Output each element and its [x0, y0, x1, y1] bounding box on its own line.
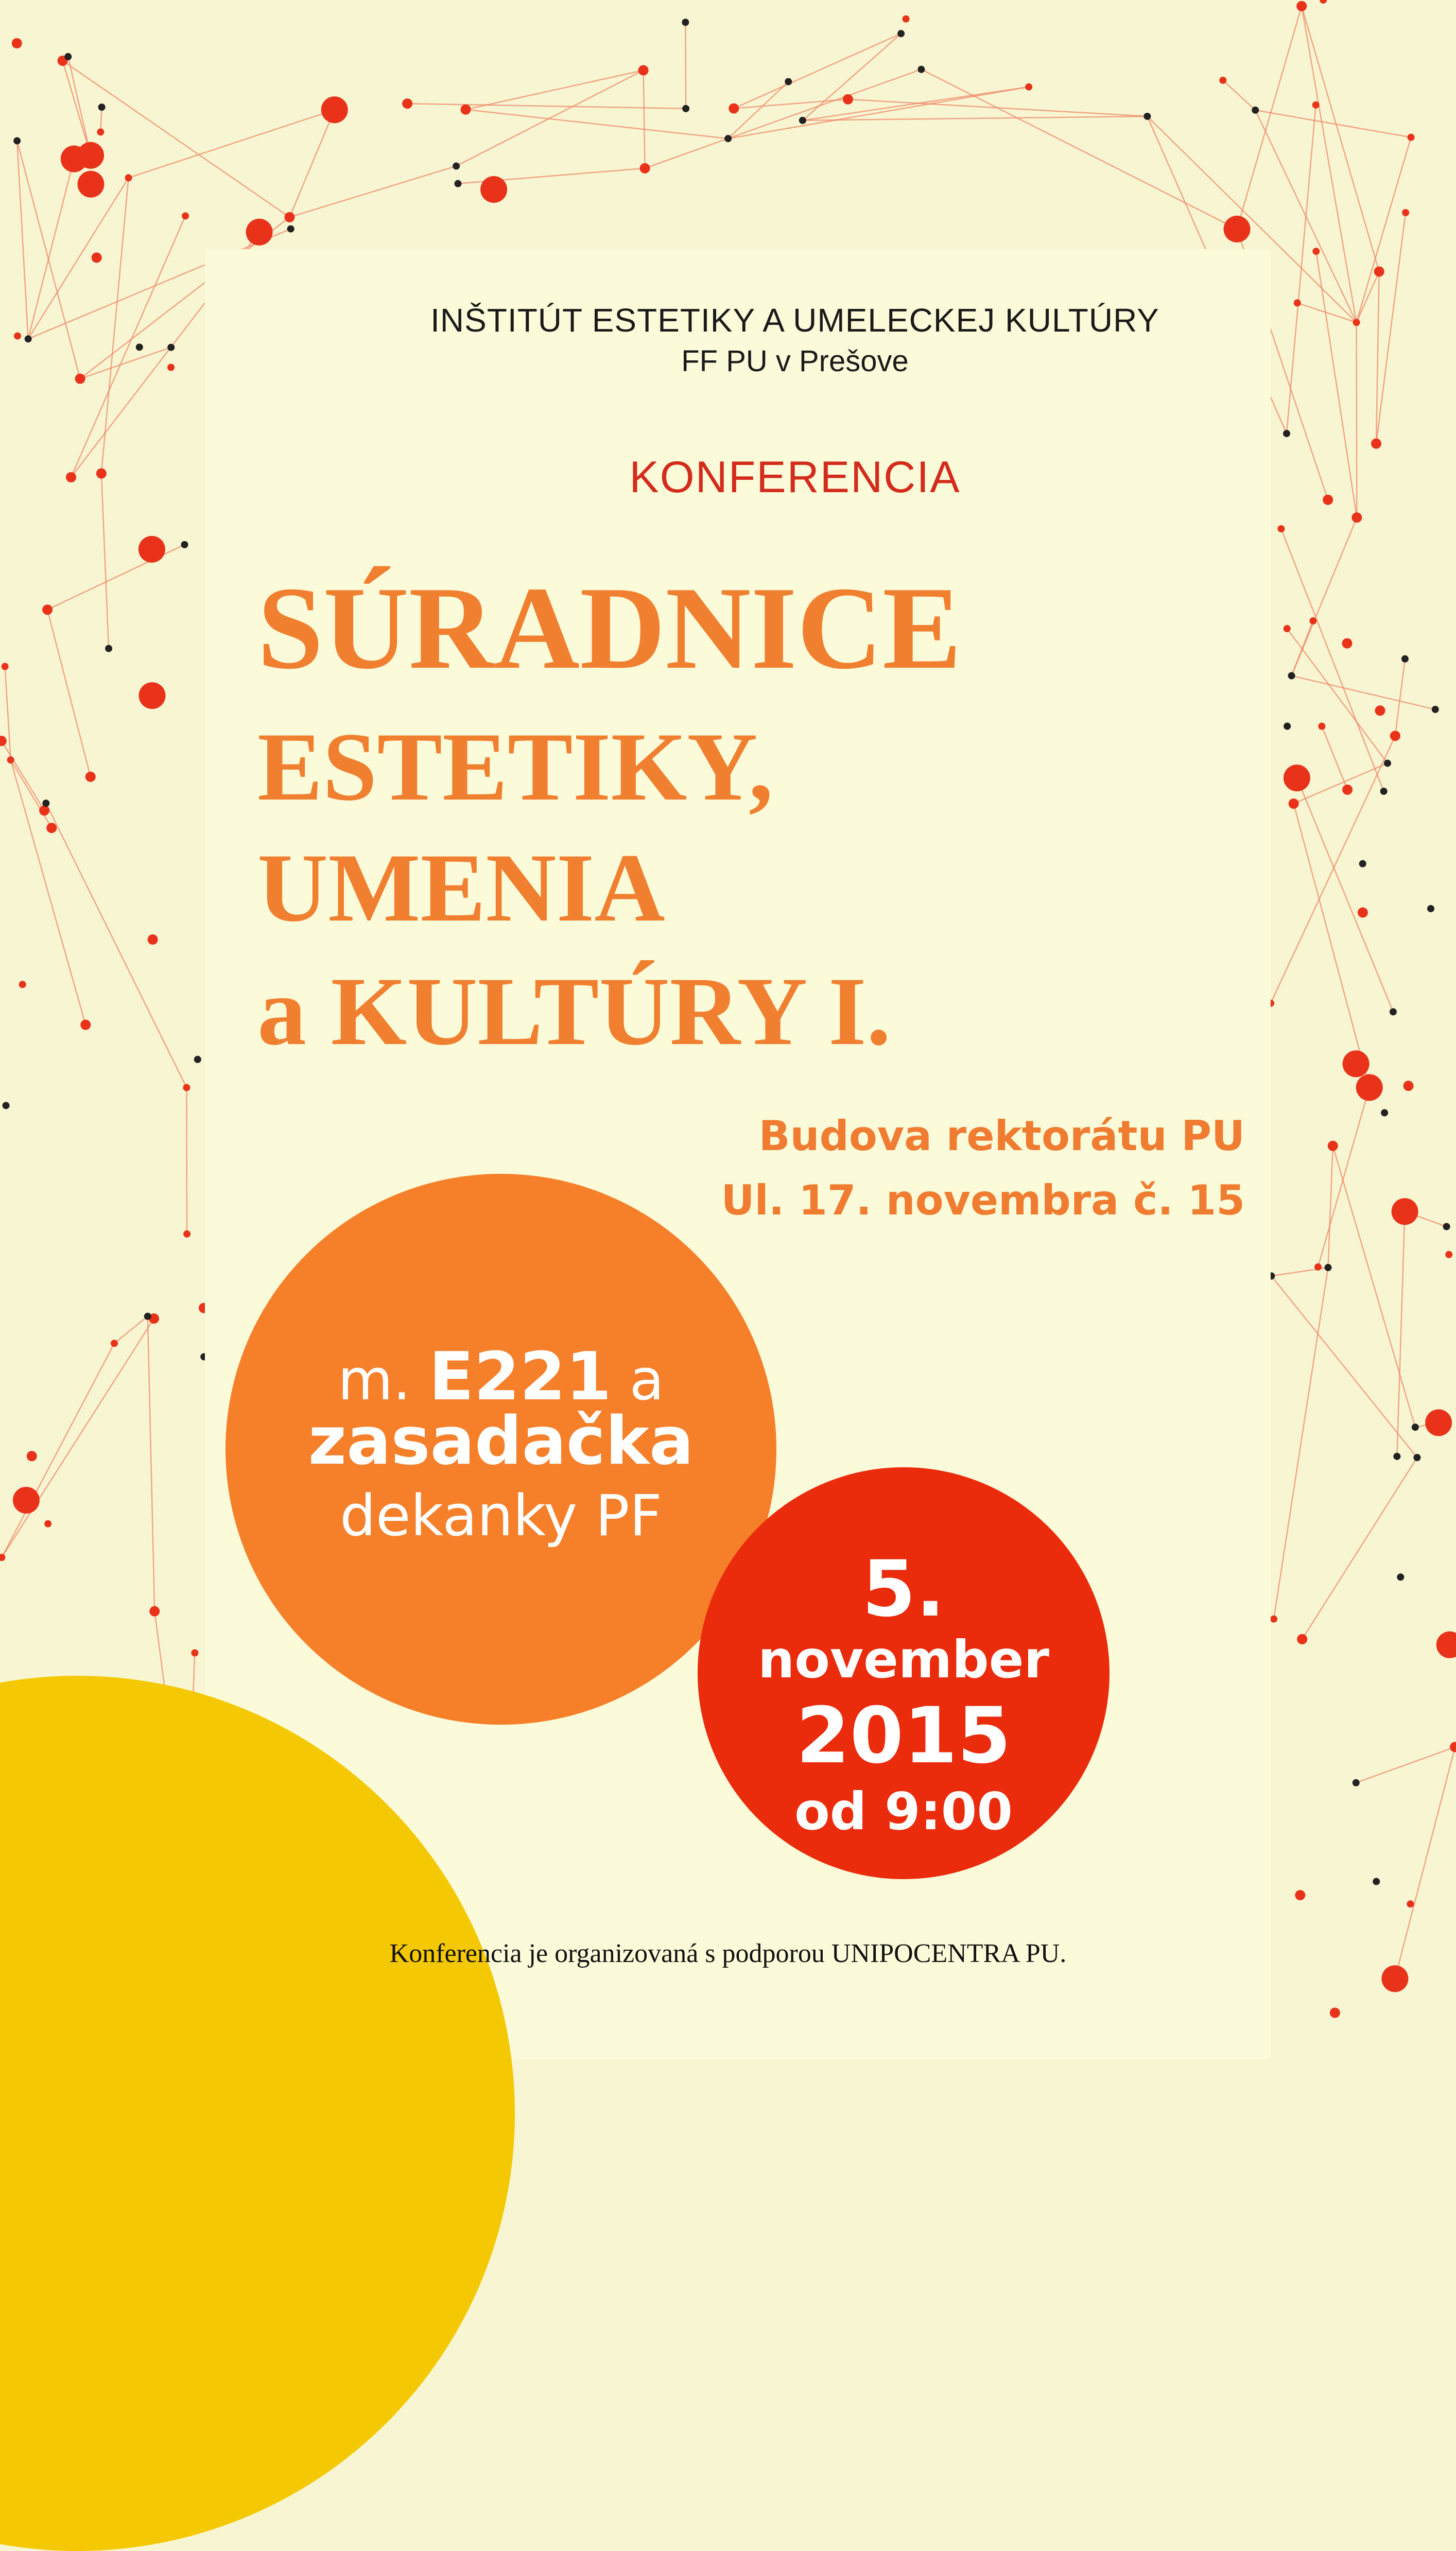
room-suffix: a [611, 1347, 665, 1413]
title-line-1: SÚRADNICE [257, 562, 962, 693]
network-line [1287, 105, 1316, 433]
network-line [1237, 6, 1302, 229]
network-line [1318, 1087, 1370, 1267]
network-line [1328, 1146, 1333, 1268]
network-node [1413, 1454, 1420, 1461]
network-node [105, 645, 112, 652]
network-node [85, 772, 96, 782]
network-node [903, 15, 910, 23]
network-node [785, 78, 792, 85]
network-line [728, 87, 1029, 138]
network-node [12, 38, 22, 48]
network-node [7, 756, 14, 763]
network-line [685, 22, 686, 109]
network-line [1292, 621, 1313, 676]
network-node [1402, 209, 1409, 216]
network-node [1309, 617, 1316, 624]
network-node [64, 53, 72, 60]
network-node [1443, 1223, 1450, 1230]
network-line [100, 107, 101, 132]
network-node [92, 252, 102, 263]
venue-building: Budova rektorátu PU [758, 1112, 1245, 1160]
network-node [1289, 799, 1299, 809]
network-node [77, 142, 104, 169]
network-node [461, 105, 471, 115]
network-node [148, 934, 158, 945]
network-line [289, 110, 334, 217]
venue-address: Ul. 17. novembra č. 15 [721, 1176, 1245, 1224]
network-node [1445, 1251, 1452, 1258]
network-node [1270, 1616, 1277, 1623]
network-node [729, 103, 739, 114]
network-node [97, 128, 104, 135]
network-node [1288, 672, 1295, 680]
network-line [1223, 80, 1255, 110]
network-node [39, 805, 49, 815]
network-node [0, 1554, 5, 1561]
room-line-3: dekanky PF [340, 1483, 662, 1549]
network-node [480, 176, 507, 203]
network-node [1359, 860, 1366, 867]
network-node [191, 1649, 198, 1656]
network-line [5, 667, 11, 760]
network-node [1358, 907, 1368, 917]
network-node [1312, 248, 1320, 255]
network-node [1374, 266, 1384, 276]
network-line [186, 1088, 187, 1234]
network-node [321, 96, 348, 123]
room-code: E221 [429, 1339, 612, 1415]
network-node [1401, 655, 1409, 663]
network-node [246, 219, 273, 246]
network-node [1314, 1263, 1322, 1271]
network-node [181, 541, 188, 548]
network-node [44, 1520, 51, 1528]
network-node [1295, 1890, 1305, 1900]
network-node [125, 174, 132, 181]
network-node [1342, 638, 1353, 649]
network-line [47, 610, 91, 777]
network-node [138, 536, 165, 563]
network-node [287, 225, 294, 233]
network-line [1322, 726, 1347, 790]
date-circle [698, 1467, 1110, 1879]
network-line [1297, 778, 1393, 1012]
network-node [0, 736, 7, 746]
network-node [843, 94, 853, 105]
network-line [1271, 1276, 1417, 1457]
network-node [42, 800, 49, 807]
network-line [1274, 1268, 1328, 1619]
network-line [11, 760, 52, 828]
network-node [1375, 705, 1385, 716]
network-node [1353, 1779, 1360, 1786]
network-node [1425, 1409, 1452, 1436]
network-node [402, 98, 412, 109]
network-node [98, 103, 106, 111]
network-node [1312, 101, 1320, 109]
network-node [149, 1606, 160, 1617]
network-node [1397, 1573, 1404, 1581]
network-node [1318, 723, 1325, 730]
network-node [80, 1020, 91, 1030]
network-node [25, 335, 32, 342]
network-node [682, 105, 689, 112]
network-node [1143, 113, 1151, 120]
network-node [182, 212, 189, 219]
network-node [1436, 1632, 1456, 1658]
title-line-2: ESTETIKY, [257, 713, 773, 821]
network-line [114, 1316, 148, 1344]
network-node [1356, 1074, 1383, 1101]
network-line [1302, 1457, 1417, 1639]
network-node [183, 1230, 190, 1238]
network-node [14, 333, 21, 340]
institute-name: INŠTITÚT ESTETIKY A UMELECKEJ KULTÚRY [430, 302, 1159, 339]
network-node [1284, 765, 1310, 791]
network-node [2, 663, 9, 670]
network-node [111, 1340, 118, 1347]
network-line [2, 741, 44, 810]
network-node [1373, 1878, 1380, 1885]
network-node [139, 682, 166, 709]
network-line [129, 110, 335, 178]
footer-sponsor-note: Konferencia je organizovaná s podporou UNIPOCENTRA PU. [389, 1939, 1067, 1968]
network-node [1325, 1264, 1332, 1271]
network-node [454, 180, 461, 187]
faculty-name: FF PU v Prešove [681, 344, 909, 378]
network-node [1371, 439, 1381, 449]
network-node [1403, 1081, 1414, 1091]
network-node [1392, 1198, 1418, 1225]
network-node [1381, 1965, 1408, 1992]
network-node [1284, 625, 1291, 632]
network-node [13, 137, 21, 145]
network-node [638, 65, 649, 76]
network-node [1351, 512, 1362, 523]
network-node [19, 981, 26, 988]
network-node [799, 117, 806, 124]
network-line [17, 141, 28, 339]
network-node [284, 212, 294, 222]
network-line [1395, 659, 1405, 736]
network-line [17, 141, 80, 379]
network-node [897, 30, 905, 37]
room-line-2: zasadačka [308, 1403, 694, 1480]
network-node [1297, 1634, 1307, 1644]
network-line [68, 57, 91, 155]
network-node [1277, 525, 1285, 532]
network-node [1412, 1424, 1419, 1431]
network-node [1380, 788, 1388, 795]
network-line [1294, 804, 1370, 1087]
network-line [63, 61, 91, 155]
network-node [1296, 1, 1307, 11]
network-node [1381, 1109, 1388, 1116]
network-node [1284, 723, 1291, 730]
date-time: od 9:00 [794, 1781, 1013, 1842]
event-type: KONFERENCIA [629, 453, 961, 502]
network-node [1408, 134, 1415, 141]
network-node [1390, 1008, 1397, 1015]
network-node [1252, 107, 1259, 114]
network-node [144, 1313, 151, 1320]
network-node [194, 1056, 201, 1063]
network-line [46, 803, 186, 1087]
network-line [734, 33, 901, 108]
network-node [1328, 1141, 1338, 1151]
network-node [183, 1084, 190, 1091]
network-node [917, 66, 925, 73]
network-node [1427, 905, 1434, 912]
network-node [724, 135, 732, 142]
network-line [456, 71, 643, 166]
network-node [77, 171, 104, 198]
network-line [921, 70, 1237, 229]
room-circle [226, 1174, 776, 1725]
title-line-4: a KULTÚRY I. [257, 958, 891, 1066]
network-node [3, 1102, 10, 1109]
network-node [1224, 216, 1251, 242]
network-node [1450, 1742, 1456, 1752]
network-node [1407, 1900, 1414, 1907]
network-line [2, 1318, 154, 1557]
network-line [466, 71, 644, 110]
network-node [682, 19, 689, 26]
network-line [1397, 1211, 1405, 1456]
network-node [1330, 2008, 1340, 2018]
network-node [1384, 759, 1391, 767]
date-month: november [758, 1629, 1049, 1690]
room-prefix: m. [337, 1347, 429, 1413]
network-line [848, 99, 1147, 116]
network-node [1393, 1453, 1400, 1460]
network-line [1356, 1747, 1455, 1782]
network-node [42, 604, 53, 615]
network-node [453, 163, 460, 170]
network-node [1025, 83, 1032, 91]
date-day: 5. [862, 1545, 945, 1634]
title-line-3: UMENIA [257, 834, 665, 942]
network-node [1283, 430, 1290, 437]
network-line [466, 110, 729, 138]
network-node [1390, 731, 1400, 741]
date-year: 2015 [796, 1691, 1011, 1781]
network-node [1432, 706, 1439, 713]
network-line [1292, 676, 1435, 709]
network-node [640, 163, 650, 173]
network-node [1320, 0, 1327, 4]
network-line [148, 1316, 154, 1611]
network-line [644, 71, 645, 168]
network-line [289, 166, 456, 217]
network-node [1342, 785, 1353, 795]
network-node [27, 1451, 37, 1461]
network-node [46, 823, 57, 833]
network-line [2, 1343, 114, 1557]
network-node [1219, 77, 1226, 84]
network-node [13, 1487, 40, 1514]
network-node [1343, 1050, 1370, 1077]
